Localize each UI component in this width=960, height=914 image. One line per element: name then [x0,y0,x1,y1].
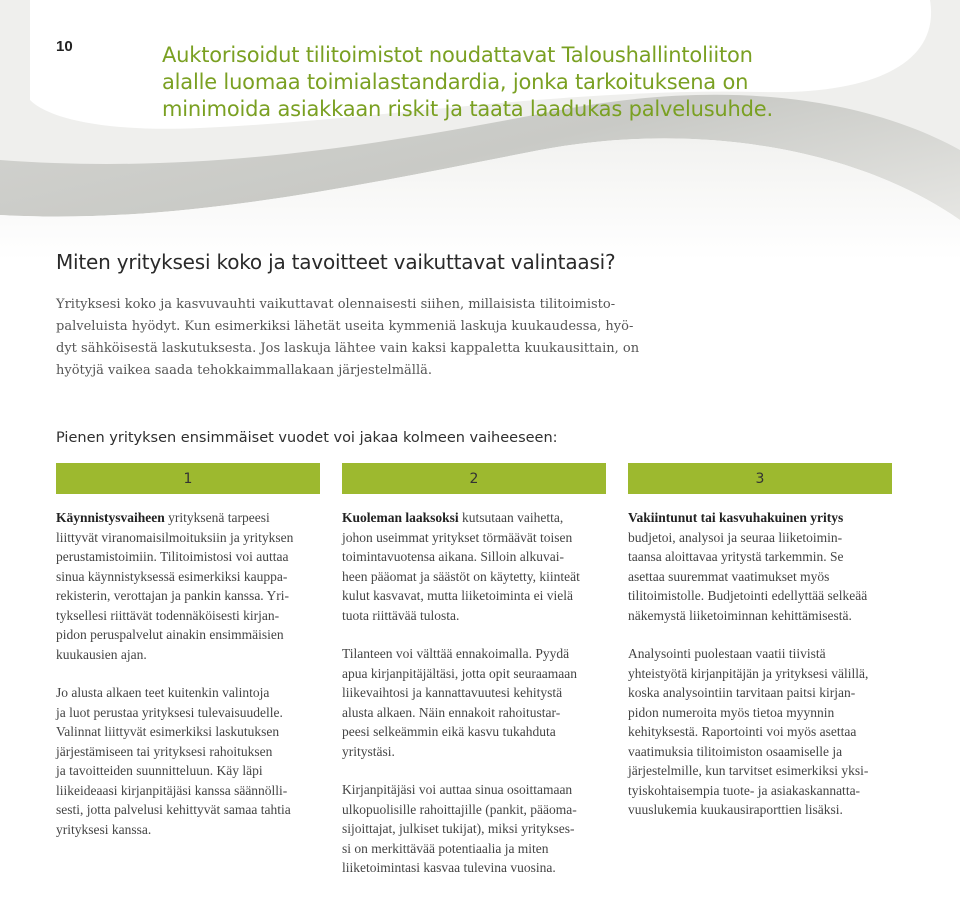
page-number: 10 [56,38,73,55]
phase-text-line: pidon numeroita myös tietoa myynnin [628,704,835,720]
phase-text-line: Jo alusta alkaen teet kuitenkin valintoja [56,685,270,700]
phase-text-line: kehityksestä. Raportointi voi myös asettaa [628,724,857,739]
phase-text-line: vaatimuksia tilitoimiston osaamiselle ja [628,743,843,759]
phase-text-line: tyiskohtaisempia tuote- ja asiakaskannatta- [628,782,861,798]
phase-text-line: pidon peruspalvelut ainakin ensimmäisien [56,627,284,642]
phases-subheading: Pienen yrityksen ensimmäiset vuodet voi jakaa kolmeen vaiheeseen: [56,430,558,446]
background-swoosh [0,0,960,260]
phase-text-line: tyksellesi riittävät todennäköisesti kirjan- [56,607,280,623]
phase-text-line: ja tavoitteiden suunnitteluun. Käy läpi [56,763,263,778]
phase-text-line: järjestelmille, kun tarvitset esimerkiksi yksi- [628,763,869,778]
phase-text-line: yritystäsi. [342,743,395,759]
phase-text-line: toimintavuotensa aikana. Silloin alkuvai- [342,549,564,564]
paragraph-gap [56,664,346,683]
phase-text-line: tuota riittävää tulosta. [342,607,460,623]
phase-bar-1: 1 [56,463,320,494]
body-line: palveluista hyödyt. Kun esimerkiksi lähetät useita kymmeniä laskuja kuukaudessa, hyö- [56,319,634,334]
phase-column-2 [342,508,632,878]
phase-text-line: koska analysointiin tarvitaan paitsi kirjan- [628,685,856,700]
phase-text-line: järjestämiseen tai yrityksesi rahoituksen [56,743,273,759]
phase-text-line: Analysointi puolestaan vaatii tiivistä [628,646,826,661]
phase-text-line: ja luot perustaa yrityksesi tulevaisuudelle. [56,704,283,720]
phase-text-line: Valinnat liittyvät esimerkiksi laskutuksen [56,724,280,739]
phase-lead-line [342,508,632,528]
phase-text-line: näkemystä liiketoiminnan kehittämisestä. [628,607,852,623]
phase-text-line: liikevaihtosi ja kannattavuutesi kehitystä [342,685,563,700]
phase-text-line: sijoittajat, julkiset tukijat), miksi yritykses- [342,821,575,836]
phase-text-line: rekisterin, verottajan ja pankin kanssa. Yri- [56,588,290,603]
phase-lead-line [628,508,918,528]
phase-text-line: ulkopuolisille rahoittajille (pankit, pääoma- [342,801,577,817]
phase-text-line: perustamistoimiin. Tilitoimistosi voi auttaa [56,549,289,564]
intro-line: minimoida asiakkaan riskit ja taata laadukas palvelusuhde. [162,97,773,121]
phase-text-line: yrityksesi kanssa. [56,821,152,837]
intro-text [162,42,802,123]
phase-column-3 [628,508,918,820]
intro-line: Auktorisoidut tilitoimistot noudattavat Taloushallintoliiton [162,43,753,67]
phase-text-line: si on merkittävää potentiaalia ja miten [342,840,549,856]
phase-title: Käynnistysvaiheen [56,510,165,525]
phase-text-line: kulut kasvavat, mutta liiketoiminta ei vielä [342,588,573,603]
section-heading: Miten yrityksesi koko ja tavoitteet vaikuttavat valintaasi? [56,250,616,274]
phase-text-line: taansa aloittavaa yritystä tarkemmin. Se [628,549,844,564]
phase-text-line: liittyvät viranomaisilmoituksiin ja yrityksen [56,529,294,545]
phase-text-line: heen pääomat ja säästöt on käytetty, kiinteät [342,568,580,584]
phase-text-line: johon useimmat yritykset törmäävät toisen [342,529,573,545]
phase-text-line: asettaa suuremmat vaatimukset myös [628,568,830,584]
phase-text-line: budjetoi, analysoi ja seuraa liiketoimin- [628,529,843,545]
phase-text-line: liiketoimintasi kasvaa tulevina vuosina. [342,860,556,875]
phase-lead-text: kutsutaan vaihetta, [458,510,564,525]
phase-text-line: vuuslukemia kuukausiraporttien lisäksi. [628,802,843,817]
phase-text-line: sesti, jotta palvelusi kehittyvät samaa tahtia [56,802,291,817]
phase-text-line: apua kirjanpitäjältäsi, jotta opit seuraamaan [342,665,578,681]
phase-column-1 [56,508,346,839]
phase-lead-line [56,508,346,528]
body-line: hyötyjä vaikea saada tehokkaimmallakaan järjestelmällä. [56,363,432,378]
phase-text-line: tilitoimistolle. Budjetointi edellyttää selkeää [628,588,868,603]
phase-text-line: yhteistyötä kirjanpitäjän ja yrityksesi välillä, [628,665,869,681]
phase-bar-2: 2 [342,463,606,494]
body-line: dyt sähköisestä laskutuksesta. Jos laskuja lähtee vain kaksi kappaletta kuukausittain, on [56,341,640,356]
section-body [56,294,656,382]
paragraph-gap [628,625,918,644]
phase-title: Kuoleman laaksoksi [342,510,459,525]
phase-lead-text: yrityksenä tarpeesi [164,510,270,525]
paragraph-gap [342,625,632,644]
paragraph-gap [342,761,632,780]
phase-bar-3: 3 [628,463,892,494]
phase-text-line: Tilanteen voi välttää ennakoimalla. Pyydä [342,646,570,661]
phase-text-line: peesi selkeämmin eikä kasvu tukahduta [342,724,556,739]
phase-text-line: sinua käynnistyksessä esimerkiksi kauppa- [56,568,288,584]
phase-title: Vakiintunut tai kasvuhakuinen yritys [628,510,844,525]
phase-text-line: Kirjanpitäjäsi voi auttaa sinua osoittamaan [342,782,573,797]
intro-line: alalle luomaa toimialastandardia, jonka tarkoituksena on [162,70,749,94]
body-line: Yrityksesi koko ja kasvuvauhti vaikuttavat olennaisesti siihen, millaisista tilitoimisto- [56,297,616,312]
phase-text-line: alusta alkaen. Näin ennakoit rahoitustar- [342,704,561,720]
phase-text-line: liikeideaasi kirjanpitäjäsi kanssa säännölli- [56,782,288,798]
phase-text-line: kuukausien ajan. [56,646,147,662]
